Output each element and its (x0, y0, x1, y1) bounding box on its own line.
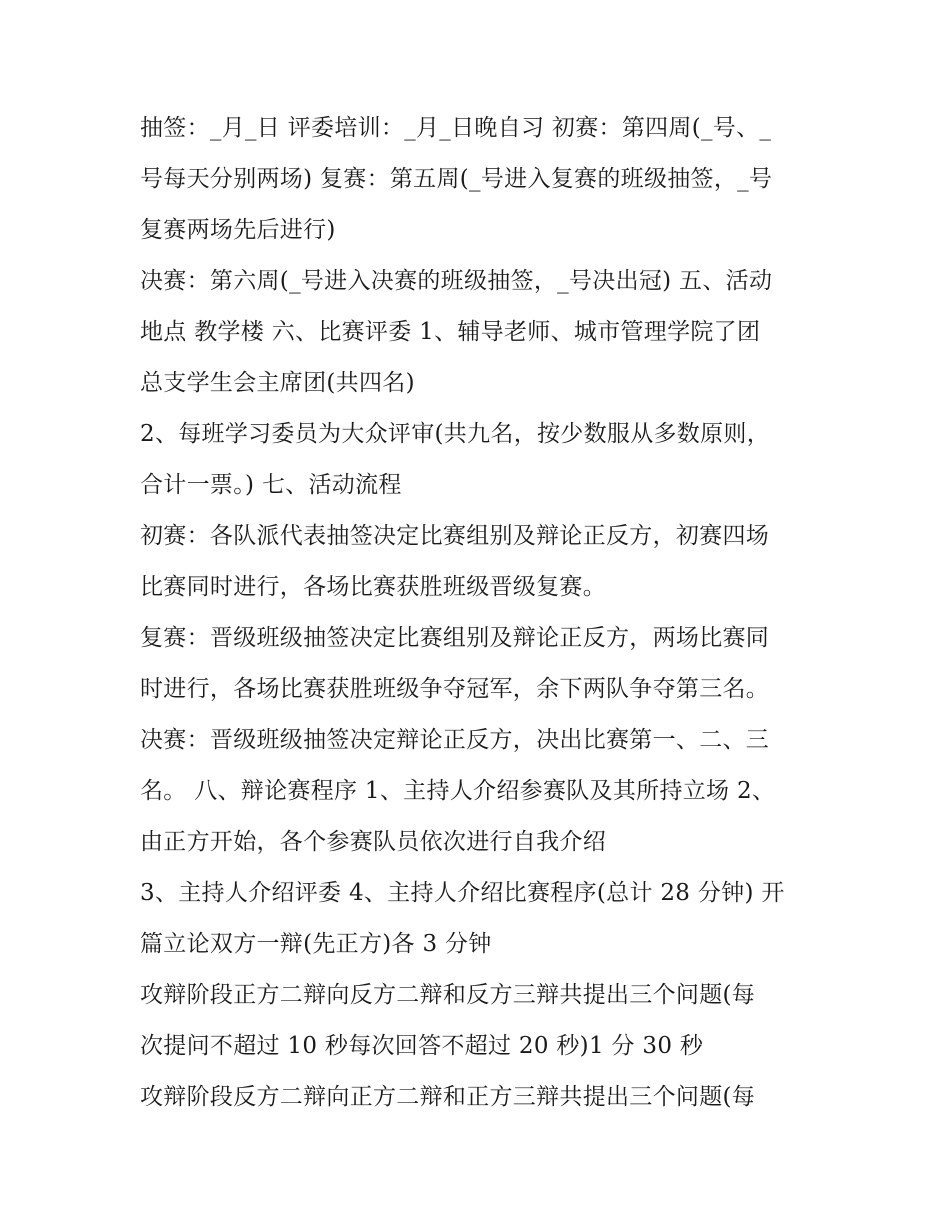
text-line: 决赛：第六周(_号进入决赛的班级抽签，_号决出冠) 五、活动 (140, 268, 773, 294)
text-line: 攻辩阶段反方二辩向正方二辩和正方三辩共提出三个问题(每 (140, 1084, 756, 1110)
text-line: 时进行，各场比赛获胜班级争夺冠军，余下两队争夺第三名。 (140, 676, 770, 702)
text-line: 3、主持人介绍评委 4、主持人介绍比赛程序(总计 28 分钟) 开 (140, 880, 785, 906)
text-line: 由正方开始，各个参赛队员依次进行自我介绍 (140, 829, 606, 855)
text-line: 复赛：晋级班级抽签决定比赛组别及辩论正反方，两场比赛同 (140, 625, 770, 651)
text-line: 2、每班学习委员为大众评审(共九名，按少数服从多数原则， (140, 421, 771, 447)
text-line: 抽签：_月_日 评委培训：_月_日晚自习 初赛：第四周(_号、_ (140, 115, 772, 141)
text-line: 复赛两场先后进行) (140, 217, 336, 243)
text-line: 次提问不超过 10 秒每次回答不超过 20 秒)1 分 30 秒 (140, 1033, 704, 1059)
text-line: 合计一票。) 七、活动流程 (140, 472, 402, 498)
document-body (140, 103, 830, 1123)
text-line: 初赛：各队派代表抽签决定比赛组别及辩论正反方，初赛四场 (140, 523, 770, 549)
text-line: 决赛：晋级班级抽签决定辩论正反方，决出比赛第一、二、三 (140, 727, 770, 753)
text-line: 总支学生会主席团(共四名) (140, 370, 415, 396)
text-line: 地点 教学楼 六、比赛评委 1、辅导老师、城市管理学院了团 (140, 319, 761, 345)
text-line: 攻辩阶段正方二辩向反方二辩和反方三辩共提出三个问题(每 (140, 982, 756, 1008)
text-line: 号每天分别两场) 复赛：第五周(_号进入复赛的班级抽签，_号 (140, 166, 773, 192)
text-line: 篇立论双方一辩(先正方)各 3 分钟 (140, 931, 492, 957)
text-line: 比赛同时进行，各场比赛获胜班级晋级复赛。 (140, 574, 606, 600)
text-line: 名。 八、辩论赛程序 1、主持人介绍参赛队及其所持立场 2、 (140, 778, 776, 804)
